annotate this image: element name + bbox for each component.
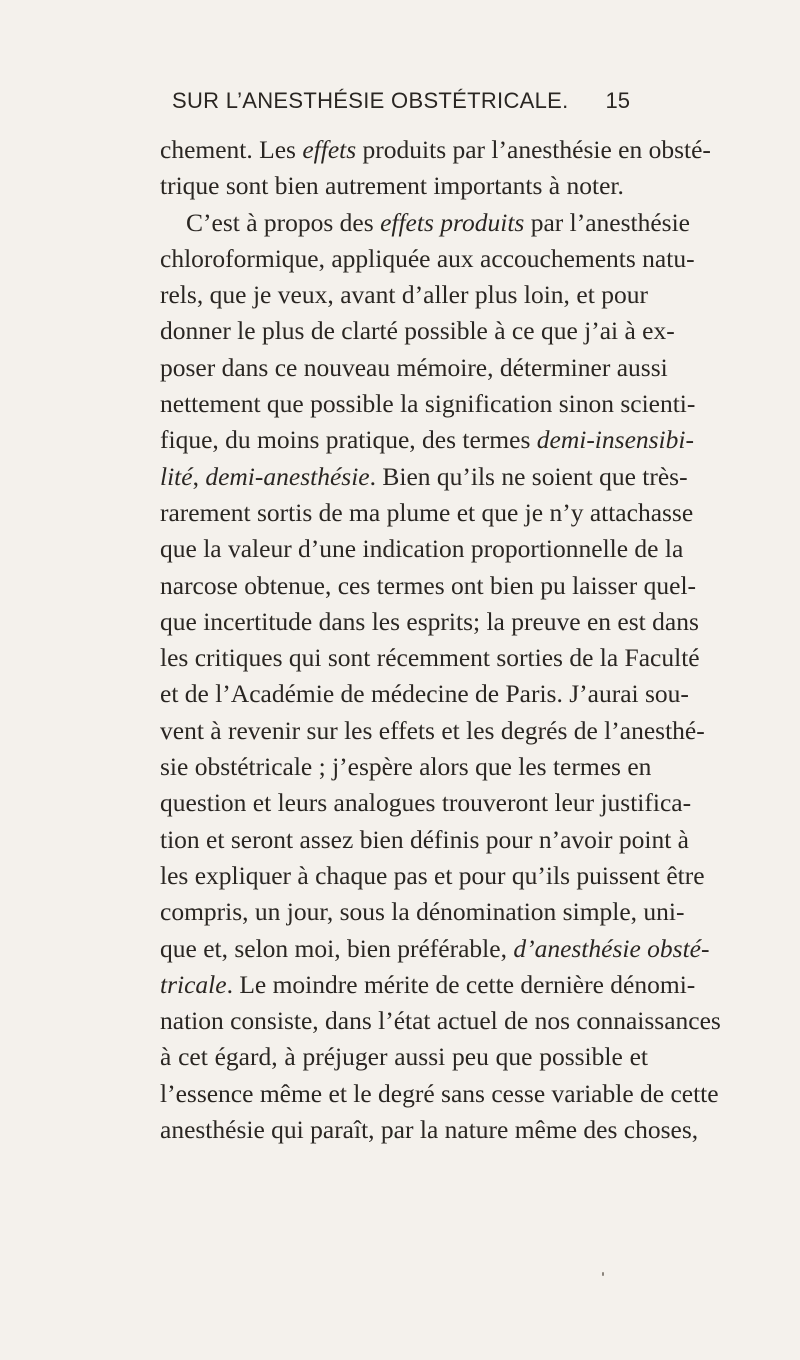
text-line bbox=[160, 277, 648, 313]
italic-text: effets bbox=[302, 135, 357, 164]
text-line bbox=[160, 967, 696, 1003]
text-segment: trique sont bien autrement importants à noter. bbox=[160, 171, 624, 201]
text-line bbox=[160, 132, 711, 168]
text-line bbox=[160, 350, 668, 386]
italic-text: demi-insensibi- bbox=[536, 425, 694, 455]
text-segment: les critiques qui sont récemment sorties de la Faculté bbox=[160, 643, 700, 673]
text-line bbox=[160, 241, 695, 277]
text-segment: . Bien qu’ils ne soient que très- bbox=[369, 461, 688, 491]
italic-text: effets produits bbox=[380, 207, 525, 237]
text-line bbox=[160, 386, 696, 422]
text-line bbox=[160, 313, 675, 349]
text-line bbox=[160, 1039, 648, 1075]
text-line bbox=[160, 459, 688, 495]
text-line bbox=[160, 894, 685, 930]
body-text bbox=[160, 132, 721, 1148]
text-line bbox=[160, 713, 705, 749]
text-line bbox=[160, 568, 697, 604]
text-segment: fique, du moins pratique, des termes bbox=[160, 425, 537, 455]
page-number: 15 bbox=[605, 88, 630, 113]
text-segment: les expliquer à chaque pas et pour qu’ils puissent être bbox=[160, 860, 705, 890]
text-line bbox=[160, 1076, 719, 1112]
text-line bbox=[160, 531, 684, 567]
text-line bbox=[160, 168, 648, 204]
text-segment: rels, que je veux, avant d’aller plus loin, et pour bbox=[160, 280, 648, 310]
text-segment: à cet égard, à préjuger aussi peu que possible et bbox=[160, 1042, 648, 1072]
text-segment: . Le moindre mérite de cette dernière dénomi- bbox=[226, 969, 696, 999]
text-segment: sie obstétricale ; j’espère alors que les termes en bbox=[160, 752, 652, 782]
text-line bbox=[160, 205, 691, 241]
text-segment: donner le plus de clarté possible à ce que j’ai à ex- bbox=[160, 316, 675, 346]
text-segment: nation consiste, dans l’état actuel de nos connaissances bbox=[160, 1006, 721, 1036]
italic-text: tricale bbox=[160, 969, 227, 999]
text-line bbox=[160, 422, 694, 458]
text-segment: l’essence même et le degré sans cesse variable de cette bbox=[160, 1078, 719, 1108]
text-segment: que et, selon moi, bien préférable, bbox=[160, 933, 514, 963]
text-segment: nettement que possible la signification sinon scienti- bbox=[160, 389, 696, 419]
text-segment: chloroformique, appliquée aux accouchements natu- bbox=[160, 243, 695, 273]
text-segment: produits par l’anesthésie en obsté- bbox=[356, 135, 711, 164]
text-segment: que incertitude dans les esprits; la preuve en est dans bbox=[160, 606, 699, 636]
text-line bbox=[160, 858, 705, 894]
text-line bbox=[160, 676, 689, 712]
text-segment: et de l’Académie de médecine de Paris. J’aurai sou- bbox=[160, 679, 689, 709]
text-segment: , bbox=[192, 461, 206, 491]
text-segment: vent à revenir sur les effets et les degrés de l’anesthé- bbox=[160, 715, 705, 745]
ink-speck bbox=[602, 1272, 604, 1276]
italic-text: d’anesthésie obsté- bbox=[513, 933, 710, 963]
text-segment: chement. Les bbox=[160, 135, 303, 164]
text-line bbox=[160, 495, 694, 531]
text-line bbox=[160, 640, 700, 676]
text-segment: narcose obtenue, ces termes ont bien pu laisser quel- bbox=[160, 570, 697, 600]
text-line bbox=[160, 931, 710, 967]
text-line bbox=[160, 1003, 721, 1039]
text-segment: poser dans ce nouveau mémoire, déterminer aussi bbox=[160, 352, 668, 382]
text-segment: tion et seront assez bien définis pour n’avoir point à bbox=[160, 824, 689, 854]
text-segment: question et leurs analogues trouveront leur justifica- bbox=[160, 788, 692, 818]
italic-text: lité bbox=[160, 461, 193, 491]
text-line bbox=[160, 749, 652, 785]
text-segment: C’est à propos des bbox=[186, 207, 381, 237]
text-segment: compris, un jour, sous la dénomination simple, uni- bbox=[160, 897, 685, 927]
text-segment: rarement sortis de ma plume et que je n’y attachasse bbox=[160, 497, 694, 527]
italic-text: demi-anesthésie bbox=[205, 461, 370, 491]
running-title: SUR L’ANESTHÉSIE OBSTÉTRICALE. bbox=[172, 88, 569, 113]
running-head bbox=[150, 88, 630, 118]
text-segment: que la valeur d’une indication proportionnelle de la bbox=[160, 534, 684, 564]
text-line bbox=[160, 604, 699, 640]
text-line bbox=[160, 785, 692, 821]
text-segment: anesthésie qui paraît, par la nature même des choses, bbox=[160, 1115, 699, 1145]
text-line bbox=[160, 1112, 699, 1148]
text-segment: par l’anesthésie bbox=[524, 207, 691, 237]
text-line bbox=[160, 822, 689, 858]
